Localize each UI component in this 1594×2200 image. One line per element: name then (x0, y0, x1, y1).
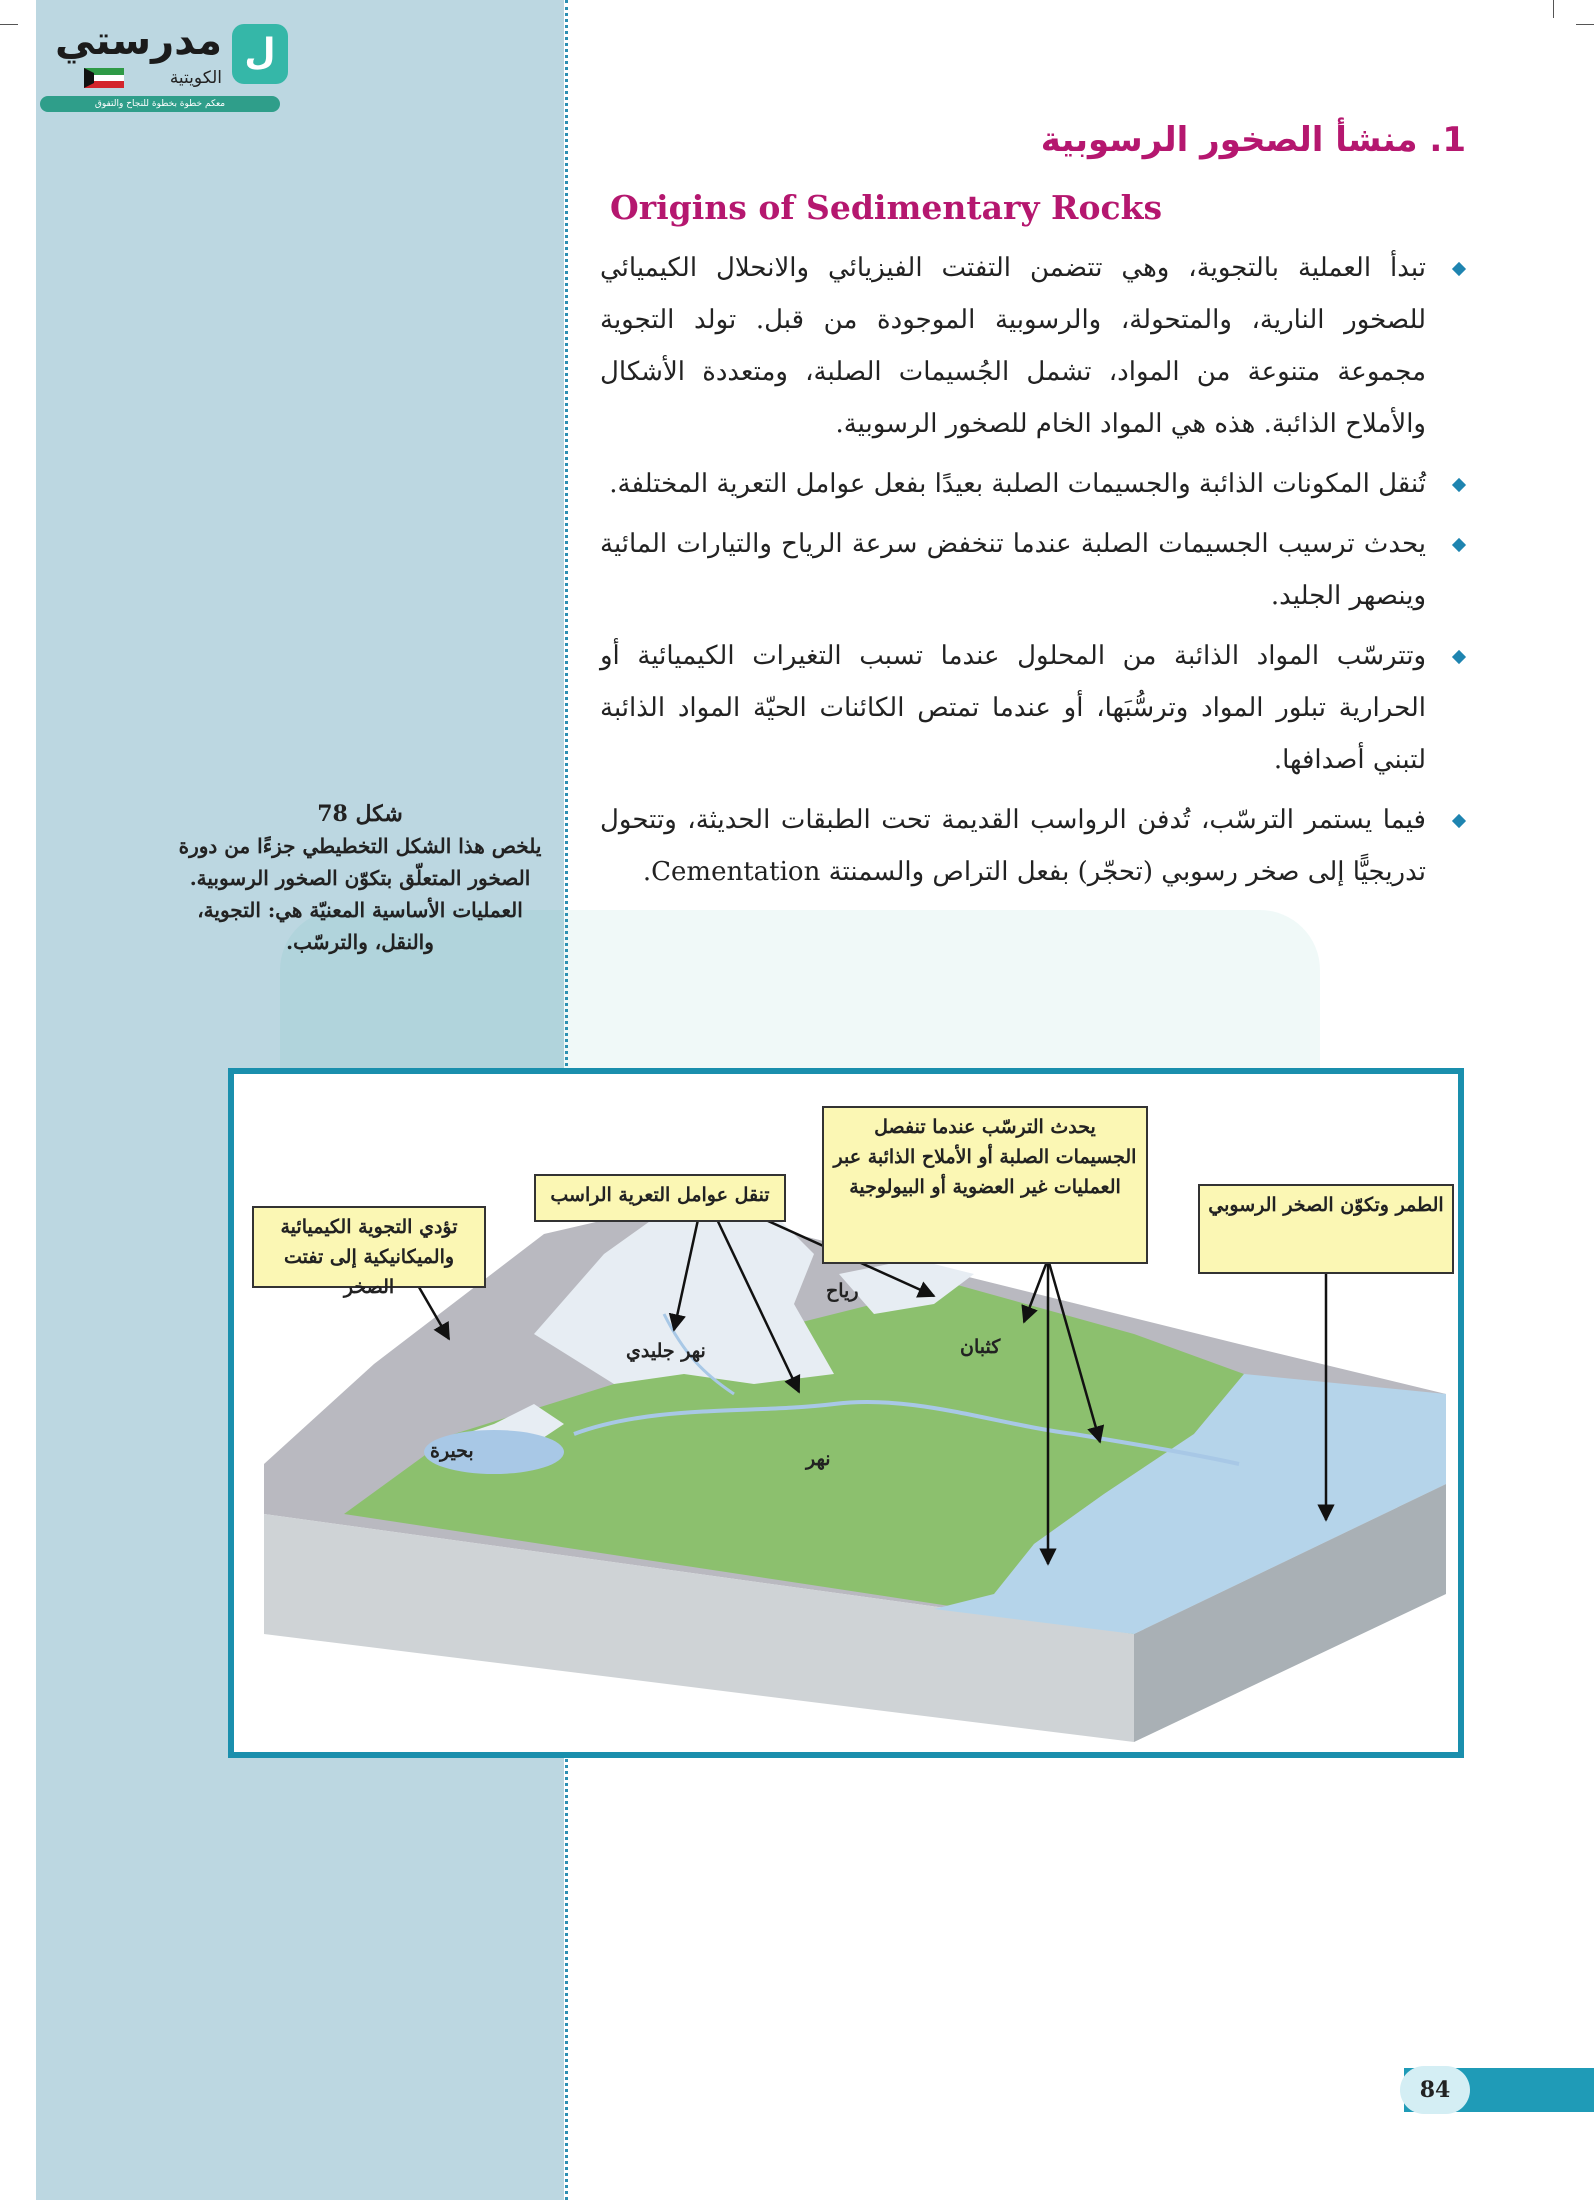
bullet-item (600, 458, 1470, 510)
bullet-item (600, 794, 1470, 898)
label-glacier: نهر جليدي (626, 1340, 706, 1362)
bullet-item (600, 630, 1470, 786)
label-river: نهر (806, 1448, 831, 1470)
bullet-text: فيما يستمر الترسّب، تُدفن الرواسب القديمة تحت الطبقات الحديثة، وتتحول تدريجيًّا إلى صخر رسوبي (تحجّر) بفعل التراص والسمنتة Cementation. (600, 805, 1426, 887)
label-box-deposition: يحدث الترسّب عندما تنفصل الجسيمات الصلبة أو الأملاح الذائبة عبر العمليات غير العضوية أو البيولوجية (822, 1106, 1148, 1264)
logo-icon: ل (232, 24, 288, 84)
label-lake: بحيرة (430, 1440, 474, 1462)
logo-tagline: معكم خطوة بخطوة للنجاح والتفوق (40, 96, 280, 112)
label-box-burial: الطمر وتكوّن الصخر الرسوبي (1198, 1184, 1454, 1274)
figure-caption (170, 798, 550, 958)
bullet-text: تبدأ العملية بالتجوية، وهي تتضمن التفتت الفيزيائي والانحلال الكيميائي للصخور النارية، والمتحولة، والرسوبية الموجودة من قبل. تولد التجوية مجموعة متنوعة من المواد، تشمل الجُسيمات الصلبة، ومتعددة الأشكال والأملاح الذائبة. هذه هي المواد الخام للصخور الرسوبية. (600, 253, 1426, 439)
diamond-bullet-icon (1452, 538, 1466, 552)
bullet-list (600, 242, 1470, 906)
diamond-bullet-icon (1452, 262, 1466, 276)
bullet-text: وتترسّب المواد الذائبة من المحلول عندما تسبب التغيرات الكيميائية أو الحرارية تبلور المواد وترسُّبَها، أو عندما تمتص الكائنات الحيّة المواد الذائبة لتبني أصدافها. (600, 641, 1426, 775)
bullet-text: تُنقل المكونات الذائبة والجسيمات الصلبة بعيدًا بفعل عوامل التعرية المختلفة. (609, 469, 1426, 499)
figure-number: شكل 78 (317, 801, 403, 827)
label-box-erosion: تنقل عوامل التعرية الراسب (534, 1174, 786, 1222)
section-title-english: Origins of Sedimentary Rocks (610, 188, 1163, 227)
section-title: 1. منشأ الصخور الرسوبية (1040, 120, 1466, 160)
bullet-item (600, 518, 1470, 622)
diamond-bullet-icon (1452, 478, 1466, 492)
sedimentary-diagram (228, 1068, 1464, 1758)
label-winds: رياح (826, 1280, 859, 1302)
crop-mark (1553, 0, 1554, 18)
crop-mark (0, 24, 18, 25)
logo-name: مدرستي (54, 18, 222, 64)
kuwait-flag-icon (84, 68, 124, 88)
label-dunes: كثبان (960, 1336, 1001, 1358)
diamond-bullet-icon (1452, 814, 1466, 828)
crop-mark (1576, 24, 1594, 25)
bullet-text: يحدث ترسيب الجسيمات الصلبة عندما تنخفض سرعة الرياح والتيارات المائية وينصهر الجليد. (600, 529, 1426, 611)
label-box-weathering: تؤدي التجوية الكيميائية والميكانيكية إلى تفتت الصخر (252, 1206, 486, 1288)
bullet-item (600, 242, 1470, 450)
diamond-bullet-icon (1452, 650, 1466, 664)
figure-caption-text: يلخص هذا الشكل التخطيطي جزءًا من دورة الصخور المتعلّق بتكوّن الصخور الرسوبية. العمليات الأساسية المعنيّة هي: التجوية، والنقل، والترسّب. (178, 834, 542, 954)
page-number: 84 (1400, 2066, 1470, 2114)
brand-logo (36, 18, 288, 118)
logo-subtitle: الكويتية (169, 68, 222, 88)
